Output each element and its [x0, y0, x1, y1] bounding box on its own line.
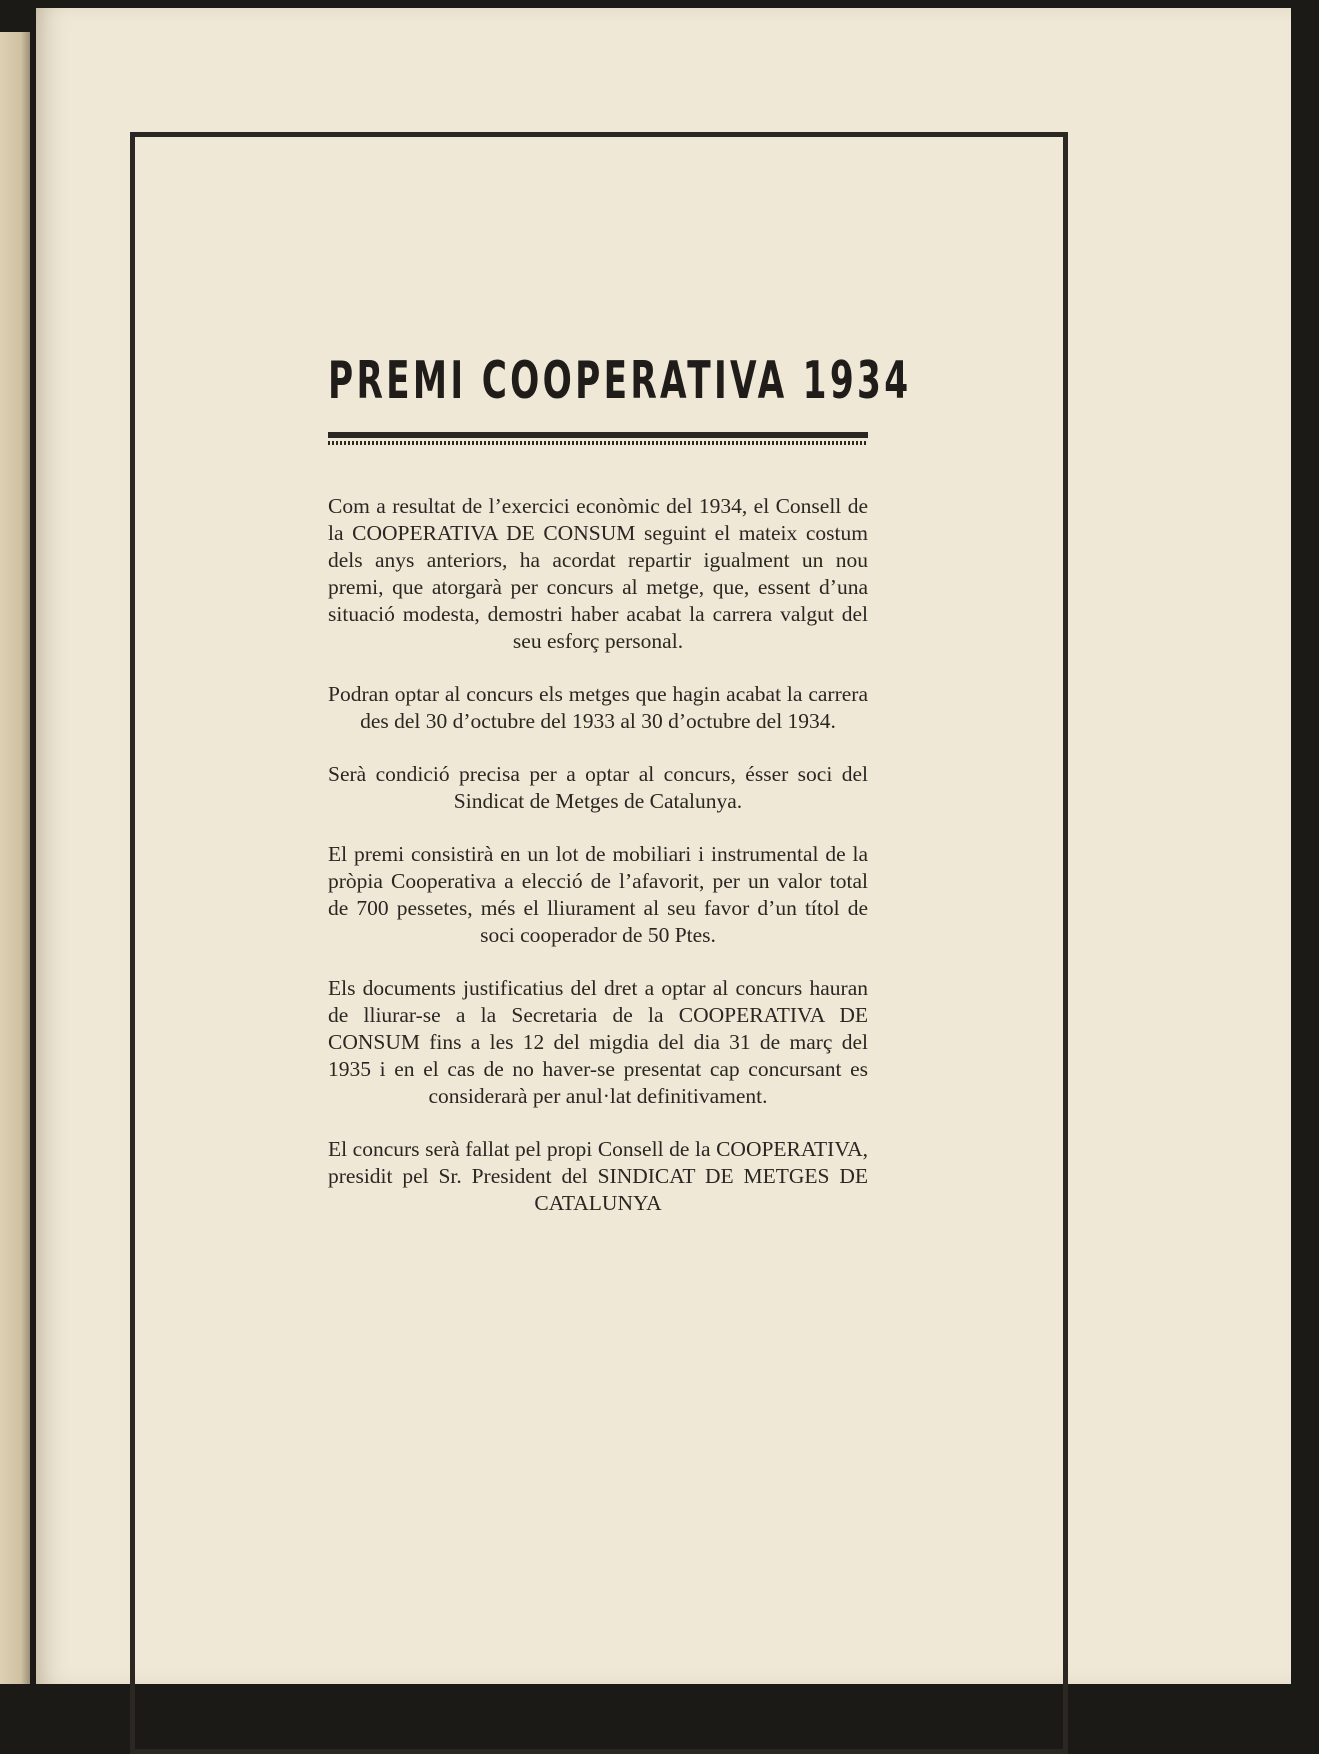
paragraph-announcement: Com a resultat de l’exercici econòmic del 1934, el Consell de la COOPERATIVA DE CONSUM seguint el mateix costum dels anys anteriors, ha acordat repartir igualment un nou premi, que atorgarà per concurs al metge, que, essent d’una situació modesta, demostri haber acabat la carrera valgut del seu esforç personal.: [328, 494, 868, 653]
border-top: [130, 132, 1068, 137]
title-rule-fine: [328, 441, 868, 445]
paragraph-submission-deadline: Els documents justificatius del dret a optar al concurs hauran de lliurar-se a la Secretaria de la COOPERATIVA DE CONSUM fins a les 12 del migdia del dia 31 de març del 1935 i en el cas de no haver-se presentat cap concursant es considerarà per anul·lat definitivament.: [328, 976, 868, 1108]
notice-title: PREMI COOPERATIVA 1934: [328, 351, 912, 411]
paragraph-eligibility-dates: Podran optar al concurs els metges que hagin acabat la carrera des del 30 d’octubre del 1933 al 30 d’octubre del 1934.: [328, 682, 868, 733]
border-left: [130, 132, 135, 1754]
border-right: [1063, 132, 1068, 1754]
paragraph-prize-description: El premi consistirà en un lot de mobiliari i instrumental de la pròpia Cooperativa a elecció de l’afavorit, per un valor total de 700 pessetes, més el lliurament al seu favor d’un títol de soci cooperador de 50 Ptes.: [328, 842, 868, 947]
paragraph-membership-condition: Serà condició precisa per a optar al concurs, ésser soci del Sindicat de Metges de Catalunya.: [328, 762, 868, 813]
border-bottom: [130, 1749, 1068, 1754]
title-rule: [328, 432, 868, 438]
paragraph-jury: El concurs serà fallat pel propi Consell de la COOPERATIVA, presidit pel Sr. President del SINDICAT DE METGES DE CATALUNYA: [328, 1137, 868, 1215]
adjacent-page-edge: [0, 32, 30, 1684]
notice-content: [328, 350, 912, 1217]
